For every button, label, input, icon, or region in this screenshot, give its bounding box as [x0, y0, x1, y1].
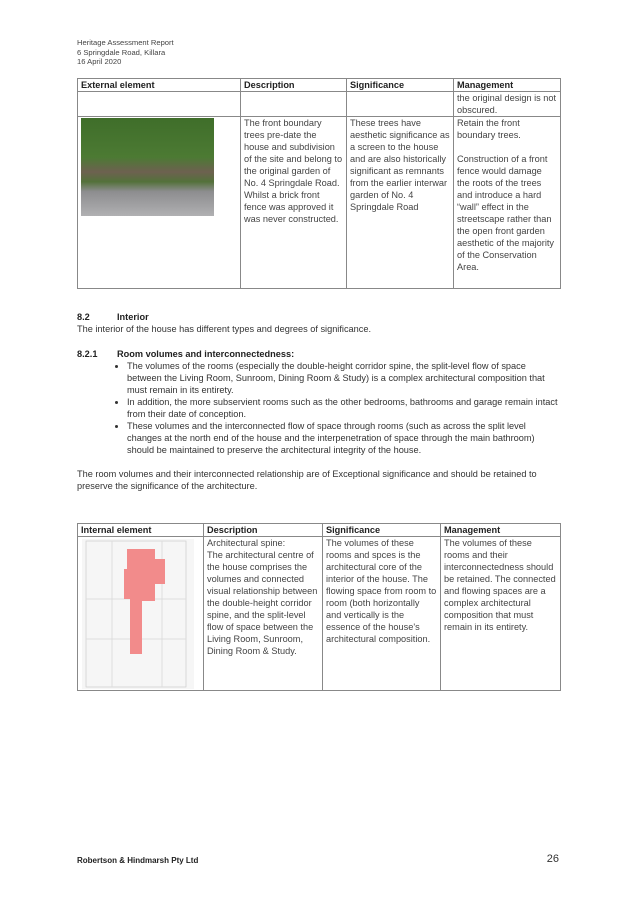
description-title: Architectural spine:	[207, 538, 286, 548]
bullet-item: • These volumes and the interconnected flow of space through rooms (such as across the split level changes at the north end of the house and the interpenetration of space through the main bathroom) should be maintained to preserve the architectural integrity of the house.	[127, 420, 562, 456]
management-cell: the original design is not obscured.	[454, 92, 561, 117]
column-header: External element	[78, 79, 241, 92]
description-cell: The front boundary trees pre-date the house and subdivision of the site and belong to the original garden of No. 4 Springdale Road. Whilst a brick front fence was approved it was never constructed.	[241, 117, 347, 289]
section-text: The interior of the house has different types and degrees of significance.	[77, 324, 372, 334]
significance-cell: These trees have aesthetic significance as a screen to the house and are also historically significant as remnants from the earlier interwar garden of No. 4 Springdale Road	[347, 117, 454, 289]
column-header: Description	[241, 79, 347, 92]
description-text: The architectural centre of the house comprises the volumes and connected visual relationship between the double-height corridor spine, and the split-level flow of space between the Living Room, Sunroom, Dining Room & Study.	[207, 550, 318, 656]
section-number: 8.2	[77, 312, 90, 322]
management-text: Retain the front boundary trees.	[457, 118, 521, 140]
management-cell: The volumes of these rooms and their interconnectedness should be retained. The connected and flowing spaces are a complex architectural composition that must remain in its entirety.	[441, 537, 561, 691]
bullet-item: • In addition, the more subservient rooms such as the other bedrooms, bathrooms and garage remain intact from their date of conception.	[127, 396, 562, 420]
page-number: 26	[546, 853, 559, 865]
column-header: Significance	[347, 79, 454, 92]
column-header: Management	[441, 524, 561, 537]
section-title: Interior	[117, 312, 149, 322]
column-header: Internal element	[78, 524, 204, 537]
running-header	[77, 38, 174, 67]
conclusion-text: The room volumes and their interconnected relationship are of Exceptional significance and should be retained to preserve the significance of the architecture.	[77, 469, 537, 491]
header-title: Heritage Assessment Report	[77, 38, 174, 47]
column-header: Description	[204, 524, 323, 537]
management-text: Construction of a front fence would damage the roots of the trees and introduce a hard “wall” effect in the streetscape rather than the open front garden aesthetic of the majority of the Conservation Area.	[457, 154, 555, 272]
management-cell	[454, 117, 561, 289]
bullet-list	[77, 360, 562, 456]
section-interior	[77, 311, 562, 335]
floor-plan-highlight	[82, 539, 194, 689]
table-row	[78, 92, 561, 117]
internal-elements-table	[77, 523, 561, 691]
section-room-volumes	[77, 348, 562, 492]
description-cell	[204, 537, 323, 691]
section-number: 8.2.1	[77, 349, 98, 359]
significance-cell: The volumes of these rooms and spces is the architectural core of the interior of the house. The flowing space from room to room (both horizontally and vertically is the essence of the house's architectural composition.	[323, 537, 441, 691]
table-row	[78, 117, 561, 289]
table-header-row	[78, 524, 561, 537]
bullet-item: • The volumes of the rooms (especially the double-height corridor spine, the split-level flow of space between the Living Room, Sunroom, Dining Room & Study) is a complex architectural composition that must remain in its entirety.	[127, 360, 562, 396]
floor-plan-image	[82, 539, 194, 689]
front-boundary-trees-photo	[81, 118, 214, 216]
header-date: 16 April 2020	[77, 57, 122, 66]
external-elements-table	[77, 78, 561, 289]
table-row	[78, 537, 561, 691]
column-header: Management	[454, 79, 561, 92]
table-header-row	[78, 79, 561, 92]
footer-company: Robertson & Hindmarsh Pty Ltd	[77, 856, 199, 865]
column-header: Significance	[323, 524, 441, 537]
section-title: Room volumes and interconnectedness:	[117, 349, 295, 359]
header-address: 6 Springdale Road, Killara	[77, 47, 166, 57]
